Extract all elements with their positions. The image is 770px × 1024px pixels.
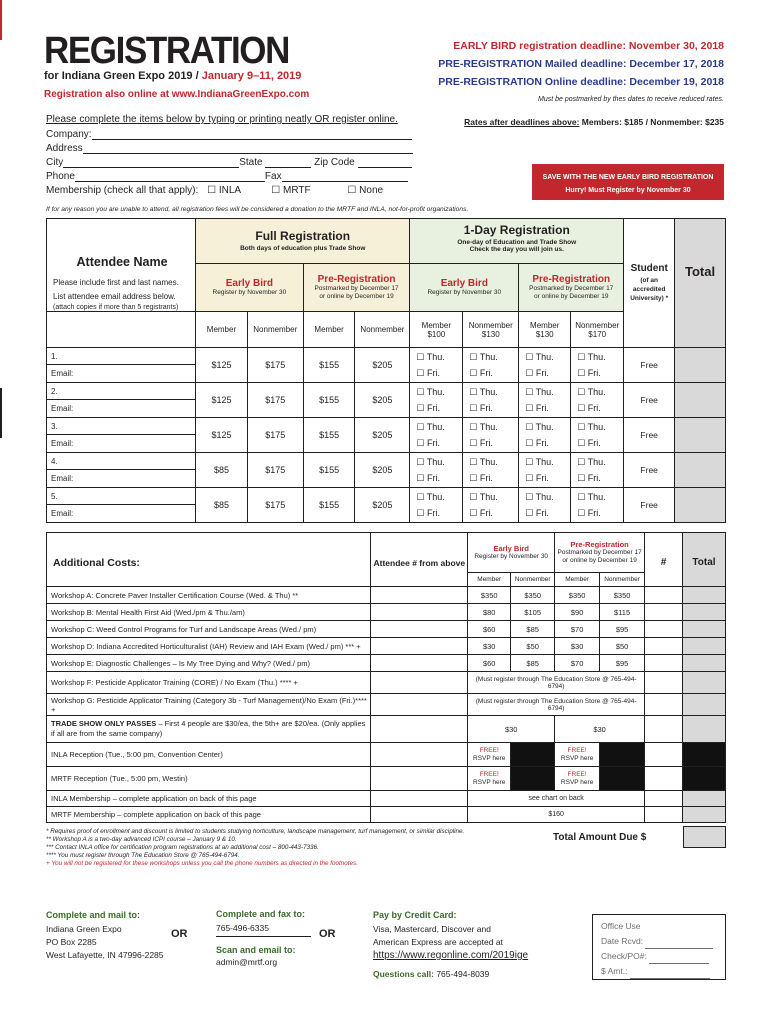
- blacked-cell: [511, 767, 555, 791]
- workshop-price: $85: [511, 655, 555, 672]
- workshop-attendee-input[interactable]: [371, 655, 468, 672]
- day-checkboxes[interactable]: [519, 383, 571, 418]
- workshop-qty[interactable]: [645, 655, 683, 672]
- price-cell: $155: [303, 453, 355, 488]
- price-cell: $175: [247, 418, 303, 453]
- blacked-cell: [600, 743, 645, 767]
- student-free[interactable]: Free: [624, 488, 675, 523]
- footnote: *** Contact INLA office for certification program registrations at an additional cost – 800-443-7336.: [46, 844, 319, 851]
- workshop-total[interactable]: [682, 655, 725, 672]
- price-cell: $155: [303, 418, 355, 453]
- student-header: Student (of an accredited University) *: [624, 219, 675, 348]
- price-cell: $205: [355, 453, 410, 488]
- col-member-100: Member $100: [410, 312, 463, 348]
- workshop-row: Workshop C: Weed Control Programs for Turf and Landscape Areas (Wed./ pm): [47, 621, 371, 638]
- workshop-price: $30: [555, 638, 600, 655]
- company-field[interactable]: Company:: [46, 129, 418, 140]
- blacked-cell: [600, 767, 645, 791]
- attendee-name-header: Attendee Name Please include first and last names. List attendee email address below. (attach copies if more than 5 registrants): [47, 219, 196, 312]
- fri-checkbox[interactable]: ☐ Fri.: [416, 368, 440, 378]
- inla-checkbox[interactable]: ☐ INLA: [207, 185, 241, 196]
- workshop-row: Workshop E: Diagnostic Challenges – Is My Tree Dying and Why? (Wed./ pm): [47, 655, 371, 672]
- inla-membership-qty[interactable]: [645, 791, 683, 807]
- workshop-price: $50: [600, 638, 645, 655]
- fri-checkbox[interactable]: ☐ Fri.: [469, 473, 493, 483]
- workshop-price: $70: [555, 655, 600, 672]
- fax-section: Complete and fax to: 765-496-6335 Scan and email to: admin@mrtf.org: [216, 909, 311, 967]
- inla-membership-value: see chart on back: [468, 791, 645, 807]
- col-member: Member: [303, 312, 355, 348]
- thu-checkbox[interactable]: ☐ Thu.: [416, 492, 445, 502]
- edge-mark-top: [0, 0, 2, 40]
- price-cell: $175: [247, 453, 303, 488]
- fri-checkbox[interactable]: ☐ Fri.: [525, 403, 549, 413]
- attendee-email-input[interactable]: Email:: [47, 400, 196, 418]
- attendee-name-input[interactable]: 4.: [47, 453, 196, 470]
- inla-reception-attendee-input[interactable]: [371, 743, 468, 767]
- col-nonmember-130: Nonmember $130: [463, 312, 519, 348]
- price-cell: $175: [247, 488, 303, 523]
- workshop-price: $350: [511, 587, 555, 604]
- thu-checkbox[interactable]: ☐ Thu.: [416, 457, 445, 467]
- thu-checkbox[interactable]: ☐ Thu.: [416, 352, 445, 362]
- footnotes: [46, 828, 546, 868]
- blacked-cell: [682, 767, 725, 791]
- fri-checkbox[interactable]: ☐ Fri.: [577, 508, 601, 518]
- full-early-bird-header: Early Bird Register by November 30: [196, 264, 304, 312]
- oneday-early-bird-header: Early Bird Register by November 30: [410, 264, 519, 312]
- footnote: * Requires proof of enrollment and discount is limited to students studying horticulture, landscape management, turf management, or similar discipline.: [46, 828, 465, 835]
- attendee-email-input[interactable]: Email:: [47, 505, 196, 523]
- one-day-registration-header: 1-Day Registration One-day of Education and Trade Show Check the day you will join us.: [410, 219, 624, 264]
- fri-checkbox[interactable]: ☐ Fri.: [469, 438, 493, 448]
- col-nonmember-170: Nonmember $170: [571, 312, 624, 348]
- thu-checkbox[interactable]: ☐ Thu.: [577, 387, 606, 397]
- thu-checkbox[interactable]: ☐ Thu.: [525, 387, 554, 397]
- workshop-row: Workshop D: Indiana Accredited Horticulturalist (IAH) Review and IAH Exam (Wed./ pm) *** +: [47, 638, 371, 655]
- day-checkboxes[interactable]: [519, 453, 571, 488]
- full-registration-header: Full Registration Both days of education plus Trade Show: [196, 219, 410, 264]
- mrtf-membership-attendee-input[interactable]: [371, 807, 468, 823]
- mrtf-membership-qty[interactable]: [645, 807, 683, 823]
- full-pre-reg-header: Pre-Registration Postmarked by December 17 or online by December 19: [303, 264, 410, 312]
- workshop-price: $80: [468, 604, 511, 621]
- workshop-price: $85: [511, 621, 555, 638]
- workshop-price: $115: [600, 604, 645, 621]
- mailed-deadline: PRE-REGISTRATION Mailed deadline: December 17, 2018: [438, 58, 724, 70]
- inla-membership-row: INLA Membership – complete application on back of this page: [47, 791, 371, 807]
- fri-checkbox[interactable]: ☐ Fri.: [416, 473, 440, 483]
- thu-checkbox[interactable]: ☐ Thu.: [525, 457, 554, 467]
- registration-link[interactable]: https://www.regonline.com/2019ige: [373, 950, 529, 961]
- attendee-registration-table: [46, 218, 726, 523]
- workshop-price: $60: [468, 621, 511, 638]
- thu-checkbox[interactable]: ☐ Thu.: [577, 457, 606, 467]
- fri-checkbox[interactable]: ☐ Fri.: [525, 473, 549, 483]
- workshop-price: $95: [600, 655, 645, 672]
- footnote: **** You must register through The Education Store @ 765-494-6794.: [46, 852, 240, 859]
- attendee-email-input[interactable]: Email:: [47, 470, 196, 488]
- inla-reception-qty[interactable]: [645, 743, 683, 767]
- rates-after: Rates after deadlines above: Members: $185 / Nonmember: $235: [464, 117, 724, 127]
- col-member-130: Member $130: [519, 312, 571, 348]
- attendee-header-spacer: [47, 312, 196, 348]
- footnote: + You will not be registered for these workshops unless you call the phone numbers as directed in the footnotes.: [46, 860, 358, 867]
- day-checkboxes[interactable]: [410, 383, 463, 418]
- thu-checkbox[interactable]: ☐ Thu.: [469, 352, 498, 362]
- col-nonmember: Nonmember: [355, 312, 410, 348]
- day-checkboxes[interactable]: [519, 348, 571, 383]
- student-free[interactable]: Free: [624, 383, 675, 418]
- workshop-attendee-input[interactable]: [371, 587, 468, 604]
- mrtf-checkbox[interactable]: ☐ MRTF: [271, 185, 311, 196]
- workshop-g-attendee-input[interactable]: [371, 694, 468, 716]
- additional-total-header: Total: [682, 533, 725, 587]
- fri-checkbox[interactable]: ☐ Fri.: [577, 368, 601, 378]
- event-subtitle: for Indiana Green Expo 2019 / January 9–11, 2019: [44, 70, 302, 82]
- workshop-price: $70: [555, 621, 600, 638]
- workshop-total[interactable]: [682, 604, 725, 621]
- early-bird-deadline: EARLY BIRD registration deadline: November 30, 2018: [453, 40, 724, 52]
- workshop-price: $350: [468, 587, 511, 604]
- workshop-attendee-input[interactable]: [371, 621, 468, 638]
- fri-checkbox[interactable]: ☐ Fri.: [525, 508, 549, 518]
- price-cell: $205: [355, 348, 410, 383]
- form-instruction: Please complete the items below by typing or printing neatly OR register online.: [46, 114, 398, 125]
- attendee-name-input[interactable]: 1.: [47, 348, 196, 365]
- edge-mark-mid: [0, 388, 2, 438]
- thu-checkbox[interactable]: ☐ Thu.: [577, 422, 606, 432]
- day-checkboxes[interactable]: [410, 488, 463, 523]
- col-member: Member: [196, 312, 248, 348]
- trade-show-row: TRADE SHOW ONLY PASSES – First 4 people are $30/ea, the 5th+ are $20/ea. (Only applies if all are from the same company): [47, 716, 371, 743]
- workshop-attendee-input[interactable]: [371, 604, 468, 621]
- oneday-pre-reg-header: Pre-Registration Postmarked by December 17 or online by December 19: [519, 264, 624, 312]
- workshop-price: $60: [468, 655, 511, 672]
- workshop-g-qty[interactable]: [645, 694, 683, 716]
- workshop-total[interactable]: [682, 638, 725, 655]
- city-state-zip-field[interactable]: City State Zip Code: [46, 157, 412, 168]
- trade-show-price-pre: $30: [555, 716, 645, 743]
- price-cell: $85: [196, 488, 248, 523]
- thu-checkbox[interactable]: ☐ Thu.: [416, 387, 445, 397]
- fri-checkbox[interactable]: ☐ Fri.: [469, 403, 493, 413]
- thu-checkbox[interactable]: ☐ Thu.: [469, 457, 498, 467]
- attendee-name-input[interactable]: 3.: [47, 418, 196, 435]
- attendee-name-input[interactable]: 2.: [47, 383, 196, 400]
- thu-checkbox[interactable]: ☐ Thu.: [577, 352, 606, 362]
- add-early-bird-header: Early Bird Register by November 30: [468, 533, 555, 573]
- attendee-total-input[interactable]: [675, 418, 726, 453]
- workshop-f-must-register: (Must register through The Education Store @ 765-494-6794): [468, 672, 645, 694]
- attendee-number-header: Attendee # from above: [371, 533, 468, 587]
- col-nonmember: Nonmember: [247, 312, 303, 348]
- price-cell: $125: [196, 418, 248, 453]
- fri-checkbox[interactable]: ☐ Fri.: [416, 403, 440, 413]
- day-checkboxes[interactable]: [463, 418, 519, 453]
- fri-checkbox[interactable]: ☐ Fri.: [469, 508, 493, 518]
- inla-membership-total[interactable]: [682, 791, 725, 807]
- price-cell: $205: [355, 418, 410, 453]
- workshop-g-row: Workshop G: Pesticide Applicator Training (Category 3b - Turf Management)/No Exam (Fri.)**** +: [47, 694, 371, 716]
- blacked-cell: [682, 743, 725, 767]
- trade-show-price-early: $30: [468, 716, 555, 743]
- day-checkboxes[interactable]: [410, 418, 463, 453]
- price-cell: $155: [303, 488, 355, 523]
- attendee-name-input[interactable]: 5.: [47, 488, 196, 505]
- mrtf-membership-total[interactable]: [682, 807, 725, 823]
- workshop-total[interactable]: [682, 621, 725, 638]
- thu-checkbox[interactable]: ☐ Thu.: [525, 492, 554, 502]
- membership-field: Membership (check all that apply): ☐ INLA ☐ MRTF ☐ None: [46, 185, 384, 196]
- online-note: Registration also online at www.IndianaGreenExpo.com: [44, 89, 310, 100]
- none-checkbox[interactable]: ☐ None: [347, 185, 384, 196]
- page-title: REGISTRATION: [44, 30, 289, 72]
- price-cell: $125: [196, 348, 248, 383]
- day-checkboxes[interactable]: [571, 348, 624, 383]
- workshop-g-total[interactable]: [682, 694, 725, 716]
- mrtf-reception-attendee-input[interactable]: [371, 767, 468, 791]
- workshop-qty[interactable]: [645, 587, 683, 604]
- attendee-total-input[interactable]: [675, 348, 726, 383]
- workshop-f-row: Workshop F: Pesticide Applicator Training (CORE) / No Exam (Thu.) **** +: [47, 672, 371, 694]
- online-deadline: PRE-REGISTRATION Online deadline: December 19, 2018: [438, 76, 724, 88]
- day-checkboxes[interactable]: [410, 348, 463, 383]
- fri-checkbox[interactable]: ☐ Fri.: [525, 368, 549, 378]
- day-checkboxes[interactable]: [519, 488, 571, 523]
- thu-checkbox[interactable]: ☐ Thu.: [577, 492, 606, 502]
- workshop-qty[interactable]: [645, 638, 683, 655]
- additional-costs-table: [46, 532, 726, 823]
- workshop-f-qty[interactable]: [645, 672, 683, 694]
- phone-fax-field[interactable]: Phone Fax: [46, 171, 408, 182]
- trade-show-attendee-input[interactable]: [371, 716, 468, 743]
- total-amount-due-input[interactable]: [683, 826, 726, 848]
- mrtf-reception-qty[interactable]: [645, 767, 683, 791]
- day-checkboxes[interactable]: [463, 488, 519, 523]
- mrtf-reception-free: FREE! RSVP here: [555, 767, 600, 791]
- inla-reception-free: FREE! RSVP here: [555, 743, 600, 767]
- price-cell: $205: [355, 488, 410, 523]
- workshop-row: Workshop B: Mental Health First Aid (Wed./pm & Thu./am): [47, 604, 371, 621]
- mrtf-reception-free: FREE! RSVP here: [468, 767, 511, 791]
- postmark-note: Must be postmarked by thes dates to receive reduced rates.: [538, 96, 724, 103]
- donation-disclaimer: If for any reason you are unable to attend, all registration fees will be considered a donation to the MRTF and INLA, not-for-profit organizations.: [46, 206, 469, 213]
- workshop-price: $50: [511, 638, 555, 655]
- trade-show-total[interactable]: [682, 716, 725, 743]
- workshop-price: $30: [468, 638, 511, 655]
- inla-reception-row: INLA Reception (Tue., 5:00 pm, Convention Center): [47, 743, 371, 767]
- fri-checkbox[interactable]: ☐ Fri.: [416, 508, 440, 518]
- quantity-header: #: [645, 533, 683, 587]
- thu-checkbox[interactable]: ☐ Thu.: [469, 492, 498, 502]
- price-cell: $155: [303, 348, 355, 383]
- inla-reception-free: FREE! RSVP here: [468, 743, 511, 767]
- inla-membership-attendee-input[interactable]: [371, 791, 468, 807]
- thu-checkbox[interactable]: ☐ Thu.: [525, 352, 554, 362]
- student-free[interactable]: Free: [624, 418, 675, 453]
- blacked-cell: [511, 743, 555, 767]
- fri-checkbox[interactable]: ☐ Fri.: [416, 438, 440, 448]
- price-cell: $85: [196, 453, 248, 488]
- workshop-f-attendee-input[interactable]: [371, 672, 468, 694]
- mrtf-membership-row: MRTF Membership – complete application on back of this page: [47, 807, 371, 823]
- attendee-email-input[interactable]: Email:: [47, 435, 196, 453]
- office-use-box: Office Use Date Rcvd: Check/PO#: $ Amt.:: [592, 914, 726, 980]
- footnote: ** Workshop A is a two-day advanced ICPI course – January 9 & 10.: [46, 836, 237, 843]
- workshop-qty[interactable]: [645, 621, 683, 638]
- or-divider: OR: [171, 928, 188, 940]
- total-amount-due-label: Total Amount Due $: [553, 832, 647, 843]
- workshop-price: $105: [511, 604, 555, 621]
- add-col-member: Member: [468, 573, 511, 587]
- workshop-total[interactable]: [682, 587, 725, 604]
- or-divider: OR: [319, 928, 336, 940]
- fri-checkbox[interactable]: ☐ Fri.: [525, 438, 549, 448]
- credit-card-section: Pay by Credit Card: Visa, Mastercard, Discover and American Express are accepted at https://www.regonline.com/2019ige Questions call: 765-494-8039: [373, 910, 529, 979]
- mrtf-reception-row: MRTF Reception (Tue., 5:00 pm, Westin): [47, 767, 371, 791]
- attendee-email-input[interactable]: Email:: [47, 365, 196, 383]
- workshop-f-total[interactable]: [682, 672, 725, 694]
- attendee-total-input[interactable]: [675, 453, 726, 488]
- price-cell: $125: [196, 383, 248, 418]
- additional-costs-title: Additional Costs:: [47, 533, 371, 587]
- total-header: Total: [675, 219, 726, 348]
- mrtf-membership-value: $160: [468, 807, 645, 823]
- day-checkboxes[interactable]: [463, 383, 519, 418]
- price-cell: $175: [247, 348, 303, 383]
- early-bird-promo-banner: SAVE WITH THE NEW EARLY BIRD REGISTRATION Hurry! Must Register by November 30: [532, 164, 724, 200]
- fri-checkbox[interactable]: ☐ Fri.: [469, 368, 493, 378]
- day-checkboxes[interactable]: [519, 418, 571, 453]
- day-checkboxes[interactable]: [463, 348, 519, 383]
- thu-checkbox[interactable]: ☐ Thu.: [525, 422, 554, 432]
- workshop-qty[interactable]: [645, 604, 683, 621]
- add-col-member: Member: [555, 573, 600, 587]
- day-checkboxes[interactable]: [571, 418, 624, 453]
- day-checkboxes[interactable]: [571, 488, 624, 523]
- add-col-nonmember: Nonmember: [600, 573, 645, 587]
- thu-checkbox[interactable]: ☐ Thu.: [469, 387, 498, 397]
- thu-checkbox[interactable]: ☐ Thu.: [469, 422, 498, 432]
- workshop-g-must-register: (Must register through The Education Store @ 765-494-6794): [468, 694, 645, 716]
- add-pre-reg-header: Pre-Registration Postmarked by December 17 or online by December 19: [555, 533, 645, 573]
- price-cell: $175: [247, 383, 303, 418]
- mail-section: Complete and mail to: Indiana Green Expo PO Box 2285 West Lafayette, IN 47996-2285: [46, 910, 164, 960]
- fri-checkbox[interactable]: ☐ Fri.: [577, 403, 601, 413]
- workshop-price: $95: [600, 621, 645, 638]
- price-cell: $155: [303, 383, 355, 418]
- address-field[interactable]: Address: [46, 143, 418, 154]
- add-col-nonmember: Nonmember: [511, 573, 555, 587]
- workshop-row: Workshop A: Concrete Paver Installer Certification Course (Wed. & Thu) **: [47, 587, 371, 604]
- day-checkboxes[interactable]: [410, 453, 463, 488]
- workshop-price: $90: [555, 604, 600, 621]
- workshop-price: $350: [600, 587, 645, 604]
- student-free[interactable]: Free: [624, 453, 675, 488]
- fri-checkbox[interactable]: ☐ Fri.: [577, 473, 601, 483]
- attendee-total-input[interactable]: [675, 488, 726, 523]
- workshop-attendee-input[interactable]: [371, 638, 468, 655]
- trade-show-qty[interactable]: [645, 716, 683, 743]
- fri-checkbox[interactable]: ☐ Fri.: [577, 438, 601, 448]
- day-checkboxes[interactable]: [463, 453, 519, 488]
- day-checkboxes[interactable]: [571, 383, 624, 418]
- day-checkboxes[interactable]: [571, 453, 624, 488]
- attendee-total-input[interactable]: [675, 383, 726, 418]
- price-cell: $205: [355, 383, 410, 418]
- thu-checkbox[interactable]: ☐ Thu.: [416, 422, 445, 432]
- workshop-price: $350: [555, 587, 600, 604]
- student-free[interactable]: Free: [624, 348, 675, 383]
